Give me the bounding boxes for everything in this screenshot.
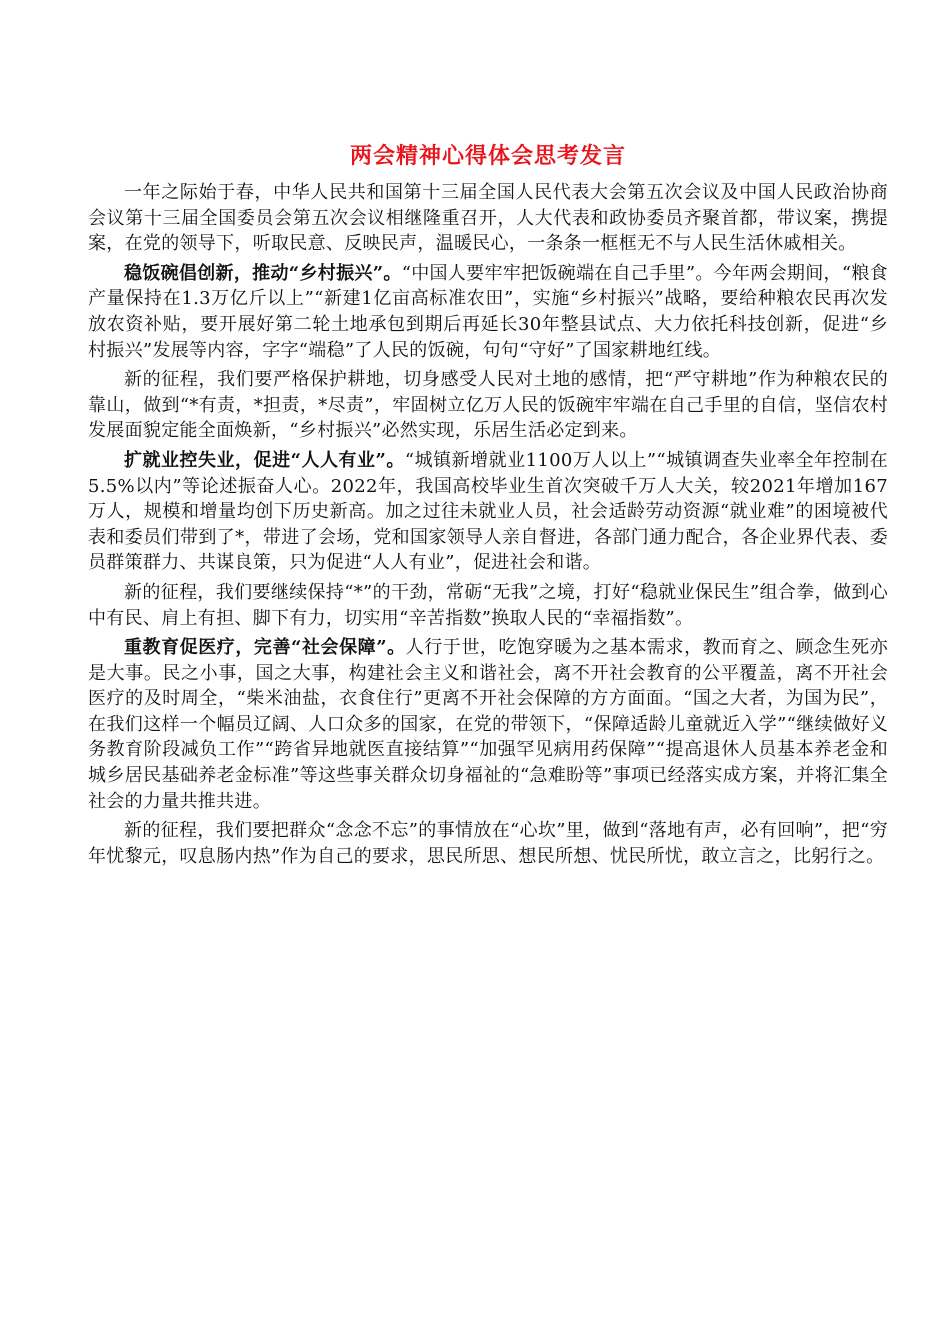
section-heading: 扩就业控失业，促进“人人有业”。 xyxy=(124,449,405,471)
paragraph-text: 人行于世，吃饱穿暖为之基本需求，教而育之、顾念生死亦是大事。民之小事，国之大事，构建社会主义和谐社会，离不开社会教育的公平覆盖，离不开社会医疗的及时周全，“柴米油盐，衣食住行”更离不开社会保障的方方面面。“国之大者，为国为民”，在我们这样一个幅员辽阔、人口众多的国家，在党的带领下，“保障适龄儿童就近入学”“继续做好义务教育阶段减负工作”“跨省异地就医直接结算”“加强罕见病用药保障”“提高退休人员基本养老金和城乡居民基础养老金标准”等这些事关群众切身福祉的“急难盼等”事项已经落实成方案，并将汇集全社会的力量共推共进。 xyxy=(88,637,888,812)
paragraph-employment-journey xyxy=(88,580,888,631)
document-page xyxy=(88,140,888,873)
document-title: 两会精神心得体会思考发言 xyxy=(349,143,626,169)
paragraph-rural-revitalization xyxy=(88,261,888,363)
paragraph-text: 新的征程，我们要严格保护耕地，切身感受人民对土地的感情，把“严守耕地”作为种粮农民的靠山，做到“*有责，*担责，*尽责”，牢固树立亿万人民的饭碗牢牢端在自己手里的自信，坚信农村发展面貌定能全面焕新，“乡村振兴”必然实现，乐居生活必定到来。 xyxy=(88,369,888,442)
paragraph-rural-journey xyxy=(88,367,888,444)
paragraph-text: 一年之际始于春，中华人民共和国第十三届全国人民代表大会第五次会议及中国人民政治协商会议第十三届全国委员会第五次会议相继隆重召开，人大代表和政协委员齐聚首都，带议案，携提案，在党的领导下，听取民意、反映民声，温暖民心，一条条一框框无不与人民生活休戚相关。 xyxy=(88,182,888,255)
paragraph-security-journey xyxy=(88,818,888,869)
paragraph-intro xyxy=(88,180,888,257)
paragraph-text: 新的征程，我们要继续保持“*”的干劲，常砺“无我”之境，打好“稳就业保民生”组合拳，做到心中有民、肩上有担、脚下有力，切实用“辛苦指数”换取人民的“幸福指数”。 xyxy=(88,581,888,629)
paragraph-text: “中国人要牢牢把饭碗端在自己手里”。今年两会期间，“粮食产量保持在1.3万亿斤以上”“新建1亿亩高标准农田”，实施“乡村振兴”战略，要给种粮农民再次发放农资补贴，要开展好第二轮土地承包到期后再延长30年整县试点、大力依托科技创新，促进“乡村振兴”发展等内容，字字“端稳”了人民的饭碗，句句“守好”了国家耕地红线。 xyxy=(88,262,888,361)
section-heading: 重教育促医疗，完善“社会保障”。 xyxy=(124,637,406,659)
paragraph-social-security xyxy=(88,635,888,814)
paragraph-text: “城镇新增就业1100万人以上”“城镇调查失业率全年控制在5.5%以内”等论述振奋人心。2022年，我国高校毕业生首次突破千万人大关，较2021年增加167万人，规模和增量均创下历史新高。加之过往未就业人员，社会适龄劳动资源“就业难”的困境被代表和委员们带到了*，带进了会场，党和国家领导人亲自督进，各部门通力配合，各企业界代表、委员群策群力、共谋良策，只为促进“人人有业”，促进社会和谐。 xyxy=(88,449,888,574)
section-heading: 稳饭碗倡创新，推动“乡村振兴”。 xyxy=(124,262,402,284)
paragraph-employment xyxy=(88,448,888,576)
paragraph-text: 新的征程，我们要把群众“念念不忘”的事情放在“心坎”里，做到“落地有声，必有回响”，把“穷年忧黎元，叹息肠内热”作为自己的要求，思民所思、想民所想、忧民所忧，敢立言之，比躬行之。 xyxy=(88,820,888,867)
